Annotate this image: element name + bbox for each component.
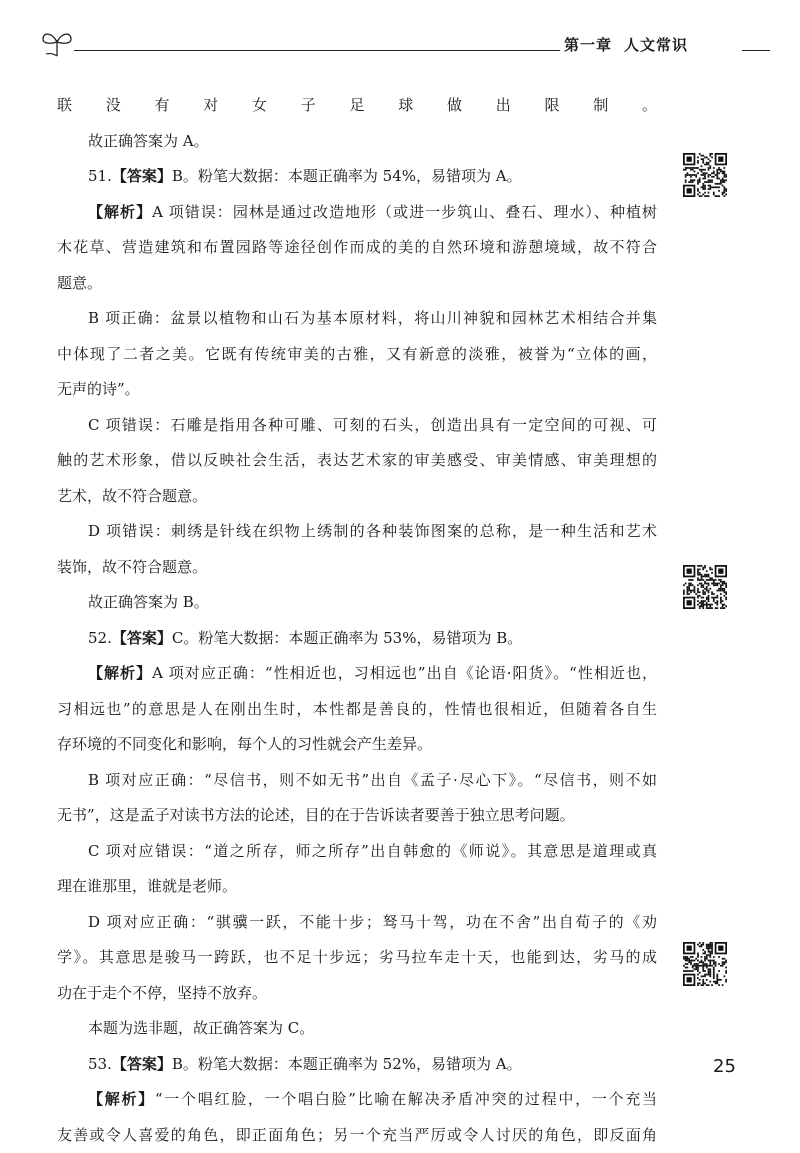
text-line: 无书”，这是孟子对读书方法的论述，目的在于告诉读者要善于独立思考问题。 — [57, 798, 657, 834]
text-line: 艺术，故不符合题意。 — [57, 479, 657, 515]
text-line: 木花草、营造建筑和布置园路等途径创作而成的美的自然环境和游憩境域，故不符合 — [57, 230, 657, 266]
chapter-title — [564, 34, 688, 55]
question-number: 53. — [88, 1055, 112, 1073]
page-body — [57, 88, 657, 1153]
text-line: 存环境的不同变化和影响，每个人的习性就会产生差异。 — [57, 727, 657, 763]
analysis-line-53 — [57, 1082, 657, 1118]
analysis-tag: 【解析】 — [88, 1090, 155, 1108]
answer-line-53 — [57, 1047, 657, 1083]
answer-text: C。粉笔大数据：本题正确率为 53%，易错项为 B。 — [172, 629, 522, 647]
qr-code-icon — [683, 153, 727, 197]
text-line: D 项错误：刺绣是针线在织物上绣制的各种装饰图案的总称，是一种生活和艺术 — [57, 514, 657, 550]
analysis-line-51 — [57, 195, 657, 231]
answer-tag: 【答案】 — [112, 629, 172, 647]
answer-text: B。粉笔大数据：本题正确率为 54%，易错项为 A。 — [172, 167, 522, 185]
text-line: 故正确答案为 B。 — [57, 585, 657, 621]
text-line: 学》。其意思是骏马一跨跃，也不足十步远；劣马拉车走十天，也能到达，劣马的成 — [57, 940, 657, 976]
answer-line-51 — [57, 159, 657, 195]
qr-code-icon — [683, 942, 727, 986]
text-line: 中体现了二者之美。它既有传统审美的古雅，又有新意的淡雅，被誉为“立体的画， — [57, 337, 657, 373]
analysis-tag: 【解析】 — [88, 664, 152, 682]
analysis-text: “一个唱红脸，一个唱白脸”比喻在解决矛盾冲突的过程中，一个充当 — [155, 1090, 657, 1108]
header-rule-right — [742, 50, 770, 51]
answer-line-52 — [57, 621, 657, 657]
text-line: 本题为选非题，故正确答案为 C。 — [57, 1011, 657, 1047]
text-line: 习相远也”的意思是人在刚出生时，本性都是善良的，性情也很相近，但随着各自生 — [57, 692, 657, 728]
analysis-tag: 【解析】 — [88, 203, 152, 221]
question-number: 52. — [88, 629, 112, 647]
text-line: B 项对应正确：“尽信书，则不如无书”出自《孟子·尽心下》。“尽信书，则不如 — [57, 763, 657, 799]
chapter-number: 第一章 — [564, 36, 612, 54]
sprout-icon — [40, 28, 74, 58]
text-line: C 项对应错误：“道之所存，师之所存”出自韩愈的《师说》。其意思是道理或真 — [57, 834, 657, 870]
answer-tag: 【答案】 — [112, 167, 172, 185]
analysis-text: A 项对应正确：“性相近也，习相远也”出自《论语·阳货》。“性相近也， — [152, 664, 657, 682]
text-line: 联没有对女子足球做出限制。 — [57, 88, 657, 124]
text-line: 理在谁那里，谁就是老师。 — [57, 869, 657, 905]
text-line: D 项对应正确：“骐骥一跃，不能十步；驽马十驾，功在不舍”出自荀子的《劝 — [57, 905, 657, 941]
text-line: C 项错误：石雕是指用各种可雕、可刻的石头，创造出具有一定空间的可视、可 — [57, 408, 657, 444]
text-line: 友善或令人喜爱的角色，即正面角色；另一个充当严厉或令人讨厌的角色，即反面角 — [57, 1118, 657, 1153]
text-line: 无声的诗”。 — [57, 372, 657, 408]
qr-code-icon — [683, 565, 727, 609]
answer-text: B。粉笔大数据：本题正确率为 52%，易错项为 A。 — [172, 1055, 522, 1073]
answer-tag: 【答案】 — [112, 1055, 172, 1073]
question-number: 51. — [88, 167, 112, 185]
header-rule-left — [74, 50, 560, 51]
running-header — [40, 28, 770, 62]
text-line: 故正确答案为 A。 — [57, 124, 657, 160]
text-line: 题意。 — [57, 266, 657, 302]
text-line: 触的艺术形象，借以反映社会生活，表达艺术家的审美感受、审美情感、审美理想的 — [57, 443, 657, 479]
text-line: 装饰，故不符合题意。 — [57, 550, 657, 586]
page-number: 25 — [713, 1056, 736, 1077]
text-line: 功在于走个不停，坚持不放弃。 — [57, 976, 657, 1012]
chapter-section: 人文常识 — [624, 36, 688, 54]
analysis-text: A 项错误：园林是通过改造地形（或进一步筑山、叠石、理水）、种植树 — [152, 203, 657, 221]
analysis-line-52 — [57, 656, 657, 692]
text-line: B 项正确：盆景以植物和山石为基本原材料，将山川神貌和园林艺术相结合并集 — [57, 301, 657, 337]
